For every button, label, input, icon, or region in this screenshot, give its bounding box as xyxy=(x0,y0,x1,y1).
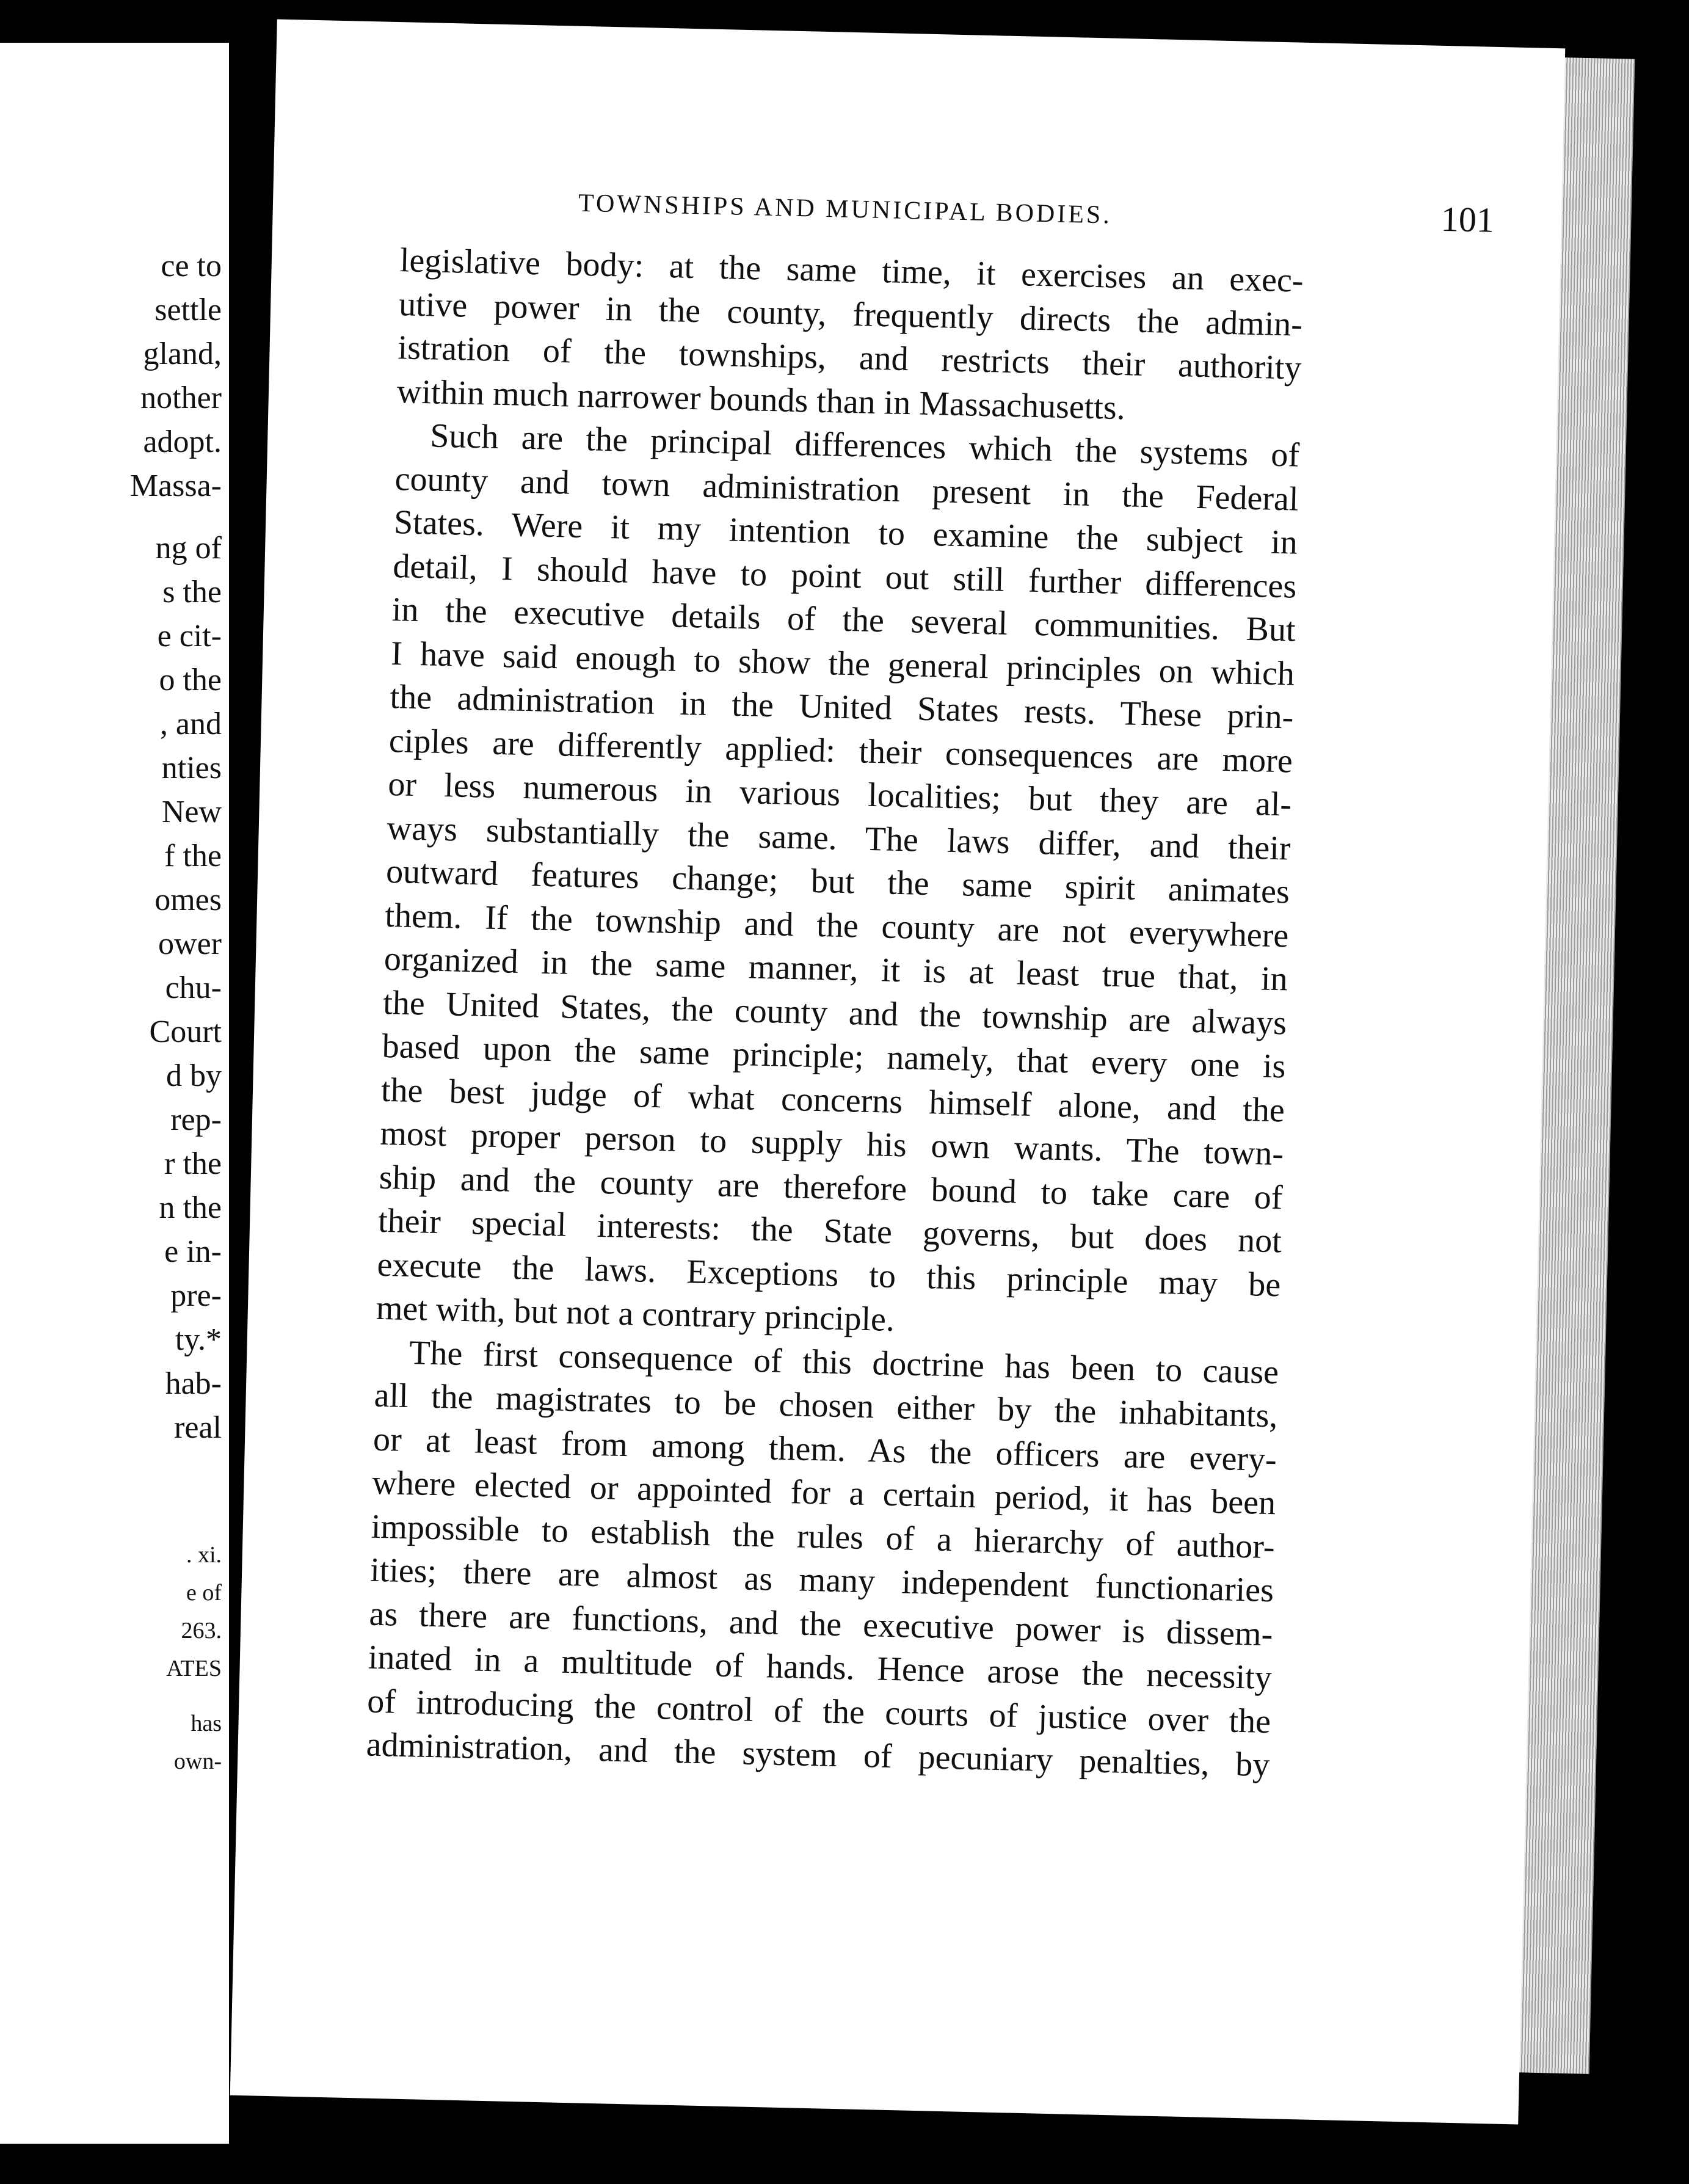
text-line: where elected or appointed for a certain period, it has been xyxy=(371,1463,1276,1523)
left-line: e in- xyxy=(164,1234,222,1269)
text-line: istration of the townships, and restricts their authority xyxy=(397,329,1302,387)
text-line: ciples are differently applied: their consequences are more xyxy=(388,721,1293,781)
left-line: n the xyxy=(159,1190,222,1225)
text-line: ways substantially the same. The laws differ, and their xyxy=(387,809,1291,867)
left-line: nother xyxy=(140,380,222,415)
left-line: e cit- xyxy=(157,619,222,653)
text-line: legislative body: at the same time, it exercises an exec- xyxy=(399,241,1304,300)
text-line: them. If the township and the county are not everywhere xyxy=(384,896,1289,955)
left-line: rep- xyxy=(170,1102,222,1137)
left-note: ATES xyxy=(166,1656,222,1681)
text-line: inated in a multitude of hands. Hence arose the necessity xyxy=(368,1638,1273,1697)
left-line: omes xyxy=(154,883,222,917)
text-line: based upon the same principle; namely, that every one is xyxy=(382,1027,1287,1086)
left-line: hab- xyxy=(165,1366,222,1401)
left-line: , and xyxy=(159,707,222,741)
text-line: or less numerous in various localities; but they are al- xyxy=(387,765,1292,824)
left-line: ty.* xyxy=(175,1322,222,1357)
left-line: Court xyxy=(149,1014,222,1049)
text-line: outward features change; but the same spirit animates xyxy=(385,852,1290,911)
left-note: has xyxy=(191,1711,222,1736)
left-line: ower xyxy=(158,926,222,961)
text-line: States. Were it my intention to examine the subject in xyxy=(393,503,1298,562)
text-line: most proper person to supply his own wants. The town- xyxy=(379,1114,1284,1173)
left-line: Massa- xyxy=(129,468,222,503)
left-facing-page xyxy=(0,43,229,2144)
left-line: r the xyxy=(164,1146,222,1181)
text-line: I have said enough to show the general principles on which xyxy=(390,634,1295,693)
text-line: or at least from among them. As the officers are every- xyxy=(372,1420,1277,1479)
left-note: e of xyxy=(186,1580,222,1606)
left-note: 263. xyxy=(181,1618,222,1643)
text-line: organized in the same manner, it is at least true that, in xyxy=(383,939,1288,999)
text-line: met with, but not a contrary principle. xyxy=(376,1289,895,1339)
left-page-footnotes xyxy=(2,1536,222,1780)
main-page xyxy=(230,20,1566,2125)
left-line: real xyxy=(174,1410,222,1445)
left-line: gland, xyxy=(143,337,222,371)
left-line: chu- xyxy=(165,970,222,1005)
text-line: the administration in the United States rests. These prin- xyxy=(390,677,1295,737)
left-note: . xi. xyxy=(186,1542,222,1568)
text-line: the United States, the county and the township are always xyxy=(382,983,1287,1042)
text-line: impossible to establish the rules of a hierarchy of author- xyxy=(371,1507,1276,1566)
text-line: of introducing the control of the courts of justice over the xyxy=(366,1682,1271,1741)
text-line: the best judge of what concerns himself alone, and the xyxy=(380,1071,1285,1129)
left-line: pre- xyxy=(170,1278,222,1313)
text-line: as there are functions, and the executive power is dissem- xyxy=(368,1595,1273,1653)
left-line: d by xyxy=(166,1058,222,1093)
left-line: s the xyxy=(162,575,222,610)
text-line: their special interests: the State governs, but does not xyxy=(377,1201,1282,1261)
text-line: The first consequence of this doctrine has been to cause xyxy=(409,1333,1279,1391)
text-line: execute the laws. Exceptions to this principle may be xyxy=(376,1245,1281,1304)
running-head xyxy=(578,179,1495,241)
left-line: nties xyxy=(161,751,222,785)
text-line: Such are the principal differences which the systems of xyxy=(429,417,1300,475)
left-line: f the xyxy=(164,839,222,873)
running-head-title: TOWNSHIPS AND MUNICIPAL BODIES. xyxy=(578,189,1113,230)
left-note: own- xyxy=(173,1749,222,1774)
text-line: ities; there are almost as many independent functionaries xyxy=(369,1551,1274,1610)
left-line: settle xyxy=(154,293,222,327)
left-line: New xyxy=(161,795,222,829)
text-line: detail, I should have to point out still further differences xyxy=(392,547,1297,606)
body-text xyxy=(366,239,1304,1787)
left-line: ce to xyxy=(161,249,222,283)
text-line: utive power in the county, frequently directs the admin- xyxy=(398,285,1303,344)
text-line: administration, and the system of pecuniary penalties, by xyxy=(366,1725,1271,1785)
text-line: ship and the county are therefore bound to take care of xyxy=(379,1158,1284,1217)
left-line: o the xyxy=(159,663,222,697)
left-line: adopt. xyxy=(143,424,222,459)
page-number: 101 xyxy=(1440,198,1495,240)
text-line: in the executive details of the several communities. But xyxy=(391,591,1296,649)
left-line: ng of xyxy=(155,531,222,566)
text-line: within much narrower bounds than in Massachusetts. xyxy=(396,372,1126,427)
text-line: county and town administration present in the Federal xyxy=(394,459,1299,519)
text-line: all the magistrates to be chosen either by the inhabitants, xyxy=(374,1376,1279,1435)
left-page-text xyxy=(2,244,222,1450)
